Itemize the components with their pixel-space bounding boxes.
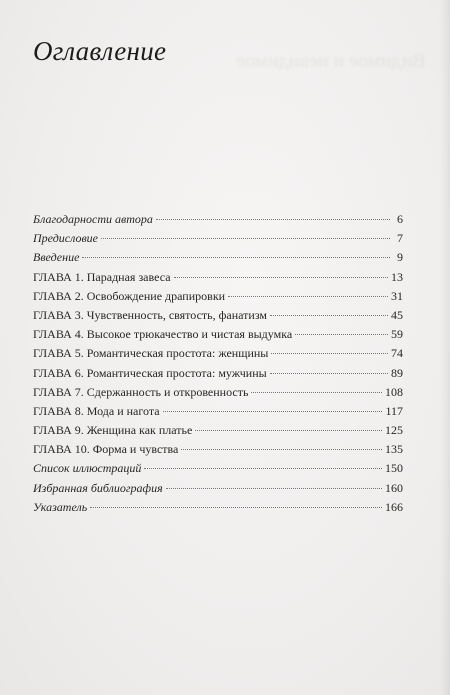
toc-entry[interactable]: [33, 289, 403, 308]
toc-entry-label: ГЛАВА 1. Парадная завеса: [33, 269, 171, 284]
table-of-contents: [33, 212, 403, 519]
toc-entry-label: ГЛАВА 5. Романтическая простота: женщины: [33, 346, 269, 361]
dot-leader: [228, 296, 388, 297]
page-gutter-shadow: [440, 0, 450, 695]
dot-leader: [251, 392, 382, 393]
dot-leader: [181, 449, 382, 450]
toc-entry[interactable]: [33, 250, 403, 269]
dot-leader: [163, 411, 383, 412]
dot-leader: [166, 488, 382, 489]
dot-leader: [271, 353, 388, 354]
toc-entry-page: 59: [391, 327, 403, 342]
toc-entry-label: Избранная библиография: [33, 480, 163, 495]
toc-entry-page: 45: [391, 307, 403, 322]
toc-entry-page: 150: [385, 461, 403, 476]
toc-entry-page: 13: [391, 269, 403, 284]
toc-entry-page: 9: [397, 250, 403, 265]
toc-entry-page: 31: [391, 288, 403, 303]
toc-entry-label: Введение: [33, 250, 80, 265]
toc-entry-label: ГЛАВА 10. Форма и чувства: [33, 442, 179, 457]
toc-entry[interactable]: [33, 346, 403, 365]
dot-leader: [90, 507, 382, 508]
toc-entry[interactable]: [33, 231, 403, 250]
toc-entry-page: 108: [385, 384, 403, 399]
toc-entry-page: 125: [385, 423, 403, 438]
toc-entry-label: ГЛАВА 8. Мода и нагота: [33, 403, 160, 418]
dot-leader: [82, 257, 390, 258]
toc-entry[interactable]: [33, 481, 403, 500]
toc-entry-label: Благодарности автора: [33, 212, 153, 226]
toc-entry[interactable]: [33, 270, 403, 289]
toc-entry[interactable]: [33, 461, 403, 480]
toc-entry[interactable]: [33, 404, 403, 423]
bleed-through-text: Видимое и невидимое: [236, 50, 426, 72]
dot-leader: [270, 373, 388, 374]
toc-entry-label: ГЛАВА 3. Чувственность, святость, фанатизм: [33, 307, 267, 322]
dot-leader: [270, 315, 388, 316]
dot-leader: [295, 334, 388, 335]
toc-entry-label: ГЛАВА 7. Сдержанность и откровенность: [33, 384, 249, 399]
toc-entry[interactable]: [33, 308, 403, 327]
dot-leader: [174, 277, 388, 278]
toc-entry-page: 166: [385, 499, 403, 514]
toc-entry[interactable]: [33, 327, 403, 346]
toc-entry[interactable]: [33, 366, 403, 385]
toc-entry-label: ГЛАВА 4. Высокое трюкачество и чистая выдумка: [33, 327, 293, 342]
dot-leader: [156, 219, 390, 220]
toc-entry[interactable]: [33, 212, 403, 231]
toc-entry-label: Предисловие: [33, 231, 99, 246]
toc-entry-page: 7: [397, 231, 403, 246]
toc-entry-label: ГЛАВА 6. Романтическая простота: мужчины: [33, 365, 267, 380]
page-title: Оглавление: [33, 36, 167, 66]
toc-entry[interactable]: [33, 423, 403, 442]
toc-entry-page: 74: [391, 346, 403, 361]
toc-entry-page: 6: [397, 212, 403, 226]
toc-entry[interactable]: [33, 442, 403, 461]
toc-entry-page: 117: [385, 403, 403, 418]
toc-entry[interactable]: [33, 385, 403, 404]
toc-entry-label: ГЛАВА 2. Освобождение драпировки: [33, 288, 226, 303]
dot-leader: [195, 430, 382, 431]
toc-entry[interactable]: [33, 500, 403, 519]
toc-entry-label: Список иллюстраций: [33, 461, 142, 476]
toc-entry-page: 160: [385, 480, 403, 495]
dot-leader: [144, 468, 382, 469]
toc-entry-page: 135: [385, 442, 403, 457]
toc-entry-page: 89: [391, 365, 403, 380]
toc-entry-label: Указатель: [33, 499, 88, 514]
toc-entry-label: ГЛАВА 9. Женщина как платье: [33, 423, 193, 438]
dot-leader: [101, 238, 390, 239]
